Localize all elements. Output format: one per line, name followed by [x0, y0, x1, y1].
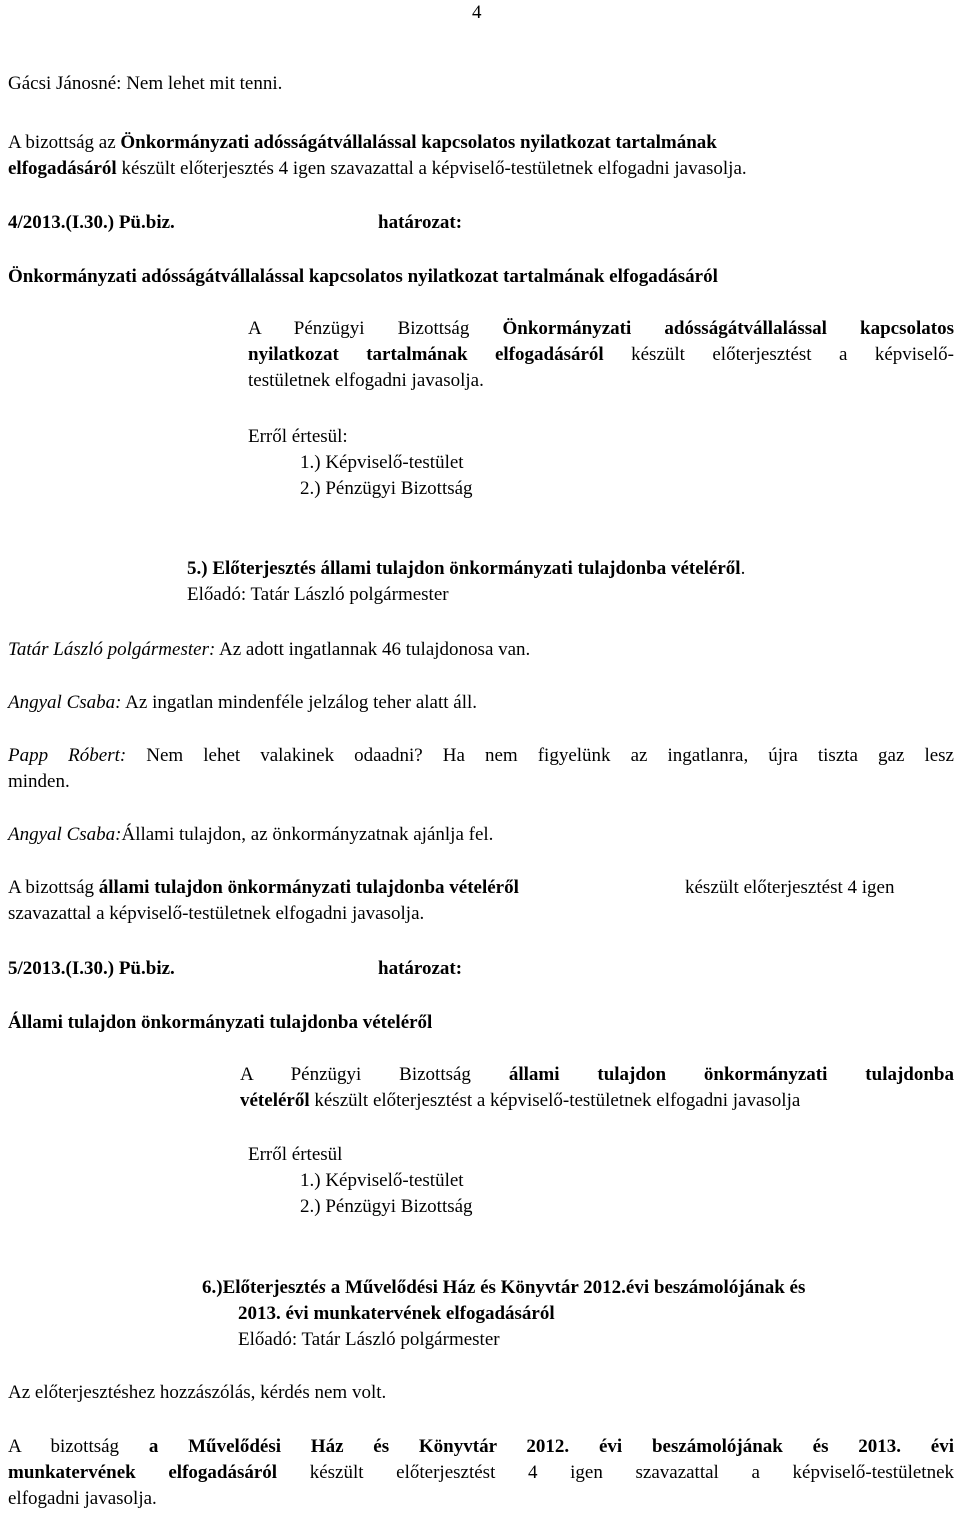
agenda-item-5-presenter: Előadó: Tatár László polgármester	[187, 584, 449, 605]
text: Állami tulajdon, az önkormányzatnak ajánlja fel.	[121, 824, 494, 845]
bold-text: Önkormányzati adósságátvállalással kapcsolatos	[502, 318, 955, 339]
paragraph-gacsi: Gácsi Jánosné: Nem lehet mit tenni.	[8, 73, 283, 94]
notify-2-item-2: 2.) Pénzügyi Bizottság	[300, 1196, 473, 1217]
text: készült előterjesztést 4 igen szavazattal a képviselő-testületnek	[277, 1462, 954, 1483]
speaker-name: Angyal Csaba:	[8, 824, 122, 845]
paragraph-committee-1-line1	[8, 130, 717, 156]
dialog-line-angyal-2	[8, 822, 493, 848]
notify-label: Erről értesül:	[248, 426, 348, 447]
resolution-2-number: 5/2013.(I.30.) Pü.biz.	[8, 958, 175, 979]
notify-item-1: 1.) Képviselő-testület	[300, 452, 464, 473]
resolution-label: határozat:	[378, 212, 463, 233]
resolution-body-line3: testületnek elfogadni javasolja.	[248, 370, 484, 391]
dialog-line-tatar	[8, 637, 530, 663]
bold-text: a Művelődési Ház és Könyvtár 2012. évi beszámolójának és 2013. évi	[148, 1436, 954, 1457]
resolution-body-line2	[248, 342, 954, 368]
speaker-name: Tatár László polgármester:	[8, 639, 216, 660]
bold-text: nyilatkozat tartalmának elfogadásáról	[248, 344, 604, 365]
text: A bizottság	[8, 1436, 149, 1457]
text: Az adott ingatlannak 46 tulajdonosa van.	[215, 639, 531, 660]
text: A bizottság	[8, 877, 99, 898]
text: A Pénzügyi Bizottság	[240, 1064, 509, 1085]
paragraph-committee-1-line2	[8, 156, 747, 182]
agenda-item-6-title-line1	[202, 1275, 805, 1301]
text: a Művelődési Ház és Könyvtár 2012.évi beszámolójának és	[325, 1277, 806, 1298]
resolution-2-body-line1	[240, 1062, 954, 1088]
paragraph-committee-2-line1a	[8, 875, 519, 901]
text: s	[318, 1277, 326, 1298]
paragraph-committee-3-line3: elfogadni javasolja.	[8, 1488, 157, 1509]
text: készült előterjesztést a képviselő-	[603, 344, 954, 365]
paragraph-committee-2-line1b: készült előterjesztést 4 igen	[685, 877, 895, 898]
text: Az ingatlan mindenféle jelzálog teher alatt áll.	[121, 692, 478, 713]
resolution-body-line1	[248, 316, 954, 342]
agenda-item-6-title-line2: 2013. évi munkatervének elfogadásáról	[238, 1303, 555, 1324]
bold-text: munkatervének elfogadásáról	[8, 1462, 278, 1483]
text: A bizottság az	[8, 132, 121, 153]
bold-text: vételéről	[240, 1090, 310, 1111]
agenda-item-5-title	[187, 556, 745, 582]
notify-2-label: Erről értesül	[248, 1144, 343, 1165]
resolution-2-body-line2	[240, 1088, 800, 1114]
text: Nem lehet valakinek odaadni? Ha nem figyelünk az ingatlanra, újra tiszta gaz lesz	[126, 745, 954, 766]
dialog-line-papp	[8, 743, 954, 769]
bold-text: 5.) Előterjesztés állami tulajdon önkormányzati tulajdonba vételéről	[187, 558, 741, 579]
dialog-line-angyal-1	[8, 690, 477, 716]
resolution-title: Önkormányzati adósságátvállalással kapcsolatos nyilatkozat tartalmának elfogadásáról	[8, 266, 718, 287]
resolution-number: 4/2013.(I.30.) Pü.biz.	[8, 212, 175, 233]
dialog-line-papp-cont: minden.	[8, 771, 70, 792]
speaker-name: Papp Róbert:	[8, 745, 127, 766]
paragraph-committee-3-line2	[8, 1460, 954, 1486]
agenda-item-6-presenter: Előadó: Tatár László polgármester	[238, 1329, 500, 1350]
bold-text: állami tulajdon önkormányzati tulajdonba vételéről	[98, 877, 519, 898]
text: készült előterjesztés 4 igen szavazattal a képviselő-testületnek elfogadni javasolja.	[116, 158, 747, 179]
resolution-2-title: Állami tulajdon önkormányzati tulajdonba vételéről	[8, 1012, 433, 1033]
text: .	[740, 558, 746, 579]
text: A Pénzügyi Bizottság	[248, 318, 503, 339]
resolution-2-label: határozat:	[378, 958, 463, 979]
speaker-name: Angyal Csaba:	[8, 692, 122, 713]
notify-2-item-1: 1.) Képviselő-testület	[300, 1170, 464, 1191]
paragraph-committee-2-line2: szavazattal a képviselő-testületnek elfogadni javasolja.	[8, 903, 425, 924]
bold-text: Önkormányzati adósságátvállalással kapcsolatos nyilatkozat tartalmának	[120, 132, 717, 153]
notify-item-2: 2.) Pénzügyi Bizottság	[300, 478, 473, 499]
paragraph-no-comment: Az előterjesztéshez hozzászólás, kérdés nem volt.	[8, 1382, 387, 1403]
text: 6.)Előterjeszté	[202, 1277, 319, 1298]
page-number: 4	[472, 2, 482, 23]
bold-text: elfogadásáról	[8, 158, 117, 179]
text: készült előterjesztést a képviselő-testületnek elfogadni javasolja	[309, 1090, 801, 1111]
bold-text: állami tulajdon önkormányzati tulajdonba	[508, 1064, 954, 1085]
paragraph-committee-3-line1	[8, 1434, 954, 1460]
